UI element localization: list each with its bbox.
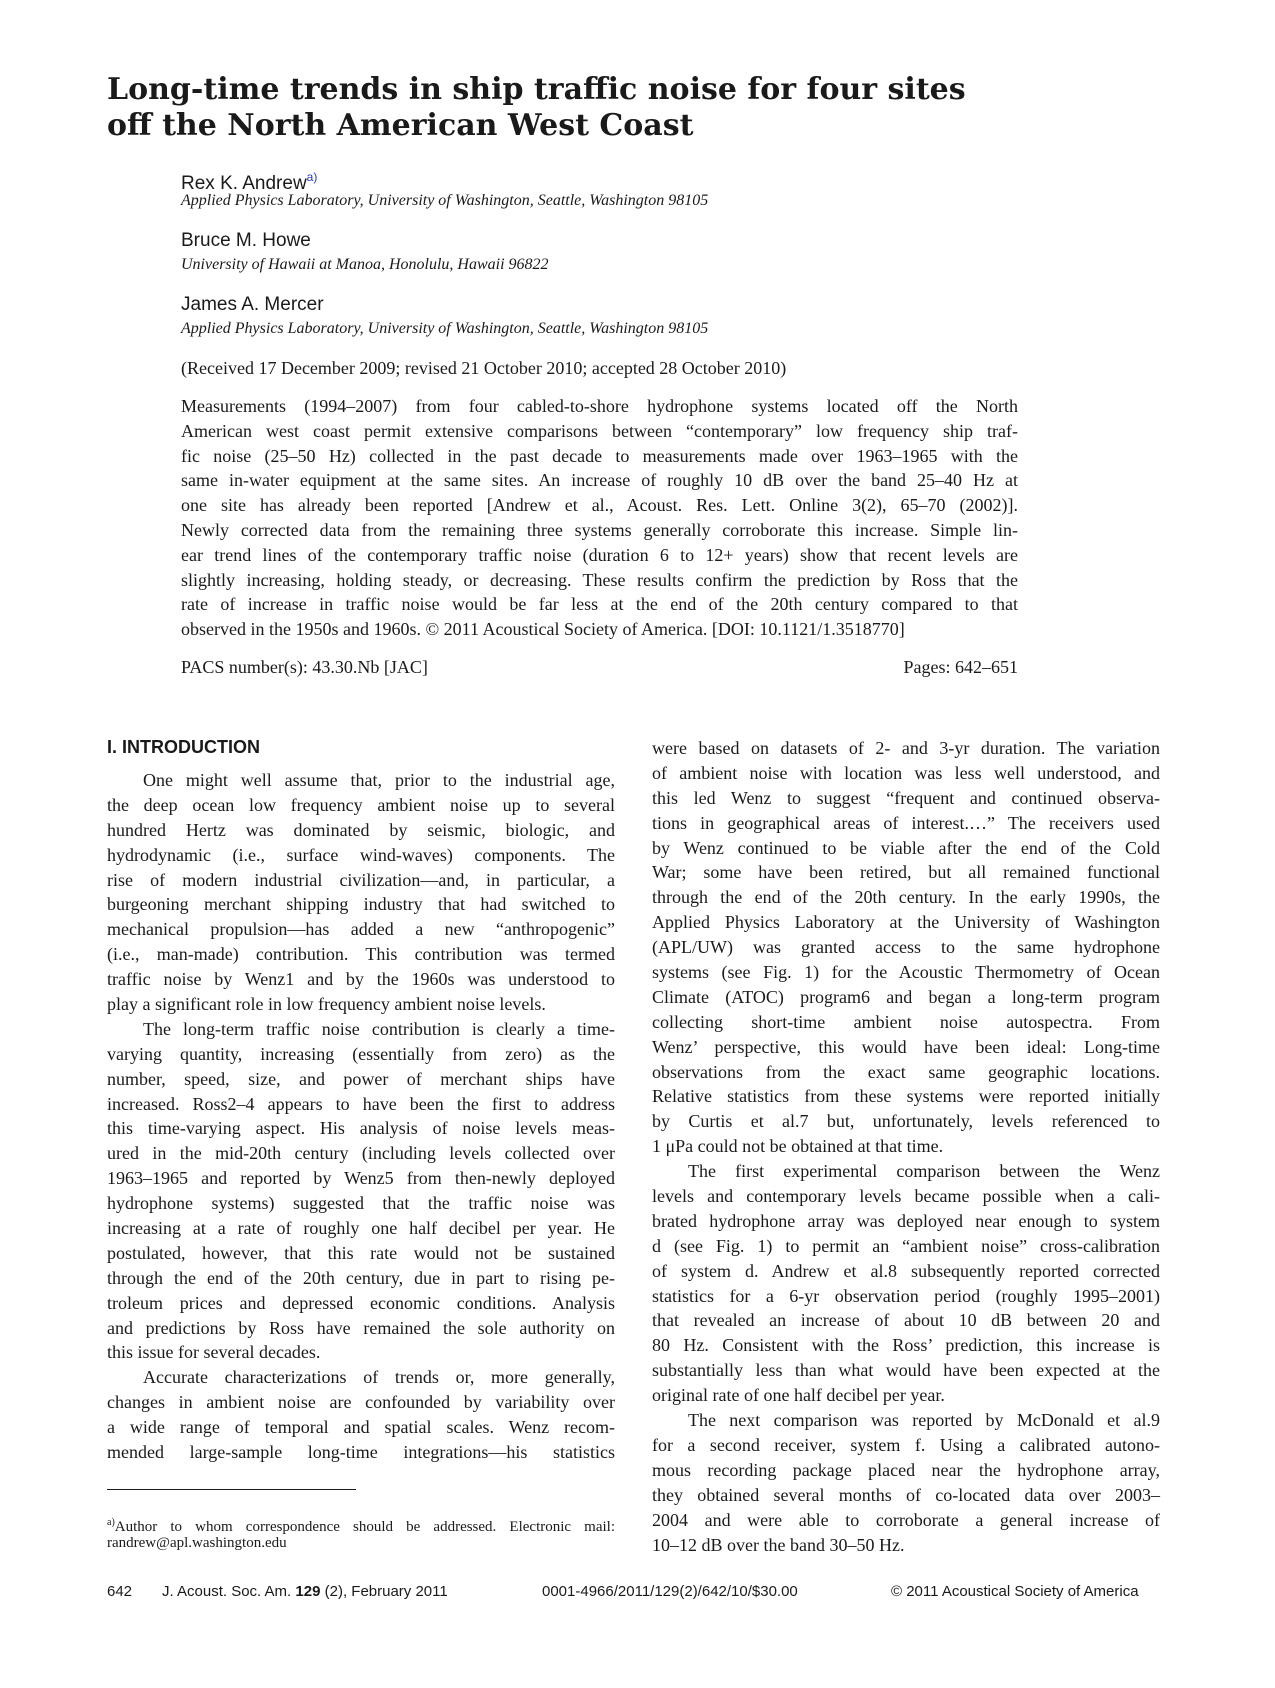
footer-page-number: 642 <box>107 1583 133 1600</box>
text-line: through the end of the 20th century. In the early 1990s, the <box>652 887 1160 908</box>
text-line: fic noise (25–50 Hz) collected in the past decade to measurements made over 1963–1965 with the <box>181 445 1018 466</box>
text-line: Wenz’ perspective, this would have been ideal: Long-time <box>652 1036 1160 1057</box>
text-line: rate of increase in traffic noise would be far less at the end of the 20th century compared to that <box>181 594 1018 615</box>
footnote-email-link[interactable]: randrew@apl.washington.edu <box>107 1535 287 1551</box>
text-line: Climate (ATOC) program6 and began a long-term program <box>652 986 1160 1007</box>
text-line: tions in geographical areas of interest.…” The receivers used <box>652 812 1160 833</box>
text-line: hydrophone systems) suggested that the traffic noise was <box>107 1193 615 1214</box>
text-line: same in-water equipment at the same sites. An increase of roughly 10 dB over the band 25–40 Hz at <box>181 470 1018 491</box>
text-line: hydrodynamic (i.e., surface wind-waves) components. The <box>107 844 615 865</box>
text-line: The next comparison was reported by McDonald et al.9 <box>688 1410 1160 1431</box>
footer-copyright: © 2011 Acoustical Society of America <box>891 1583 1139 1600</box>
text-line: Newly corrected data from the remaining three systems generally corroborate this increase. Simple lin- <box>181 519 1018 540</box>
text-line: this issue for several decades. <box>107 1342 321 1363</box>
text-line: brated hydrophone array was deployed near enough to system <box>652 1210 1160 1231</box>
text-line: mechanical propulsion—has added a new “anthropogenic” <box>107 919 615 940</box>
footnote <box>107 1513 615 1553</box>
text-line: ured in the mid-20th century (including levels collected over <box>107 1143 615 1164</box>
text-line: mous recording package placed near the hydrophone array, <box>652 1459 1160 1480</box>
left-column <box>107 768 615 1465</box>
author-name: Rex K. Andrew$^{a)}$ <box>181 170 318 194</box>
text-line: traffic noise by Wenz1 and by the 1960s was understood to <box>107 969 615 990</box>
page-range: Pages: 642–651 <box>903 657 1018 677</box>
author-footnote-link[interactable]: a) <box>306 170 318 184</box>
text-line: Measurements (1994–2007) from four cabled-to-shore hydrophone systems located off the North <box>181 396 1018 416</box>
text-line: observed in the 1950s and 1960s. © 2011 Acoustical Society of America. [DOI: 10.1121/1.3518770] <box>181 619 905 640</box>
text-line: varying quantity, increasing (essentially from zero) as the <box>107 1043 615 1064</box>
text-line: One might well assume that, prior to the industrial age, <box>143 770 615 790</box>
pacs-numbers: PACS number(s): 43.30.Nb [JAC] <box>181 657 428 677</box>
page-footer <box>0 1583 1275 1605</box>
text-line: by Curtis et al.7 but, unfortunately, levels referenced to <box>652 1111 1160 1132</box>
text-line: rise of modern industrial civilization—and, in particular, a <box>107 869 615 890</box>
text-line: play a significant role in low frequency ambient noise levels. <box>107 994 546 1015</box>
text-line: observations from the exact same geographic locations. <box>652 1061 1160 1082</box>
text-line: statistics for a 6-yr observation period (roughly 1995–2001) <box>652 1285 1160 1306</box>
text-line: 2004 and were able to corroborate a general increase of <box>652 1509 1160 1530</box>
text-line: 80 Hz. Consistent with the Ross’ prediction, this increase is <box>652 1335 1160 1356</box>
text-line: slightly increasing, holding steady, or decreasing. These results confirm the prediction by Ross that the <box>181 569 1018 590</box>
text-line: Applied Physics Laboratory at the University of Washington <box>652 912 1160 933</box>
text-line: Relative statistics from these systems were reported initially <box>652 1086 1160 1107</box>
text-line: by Wenz continued to be viable after the end of the Cold <box>652 837 1160 858</box>
text-line: original rate of one half decibel per year. <box>652 1385 945 1406</box>
footnote-divider <box>107 1489 356 1490</box>
text-line: of system d. Andrew et al.8 subsequently reported corrected <box>652 1260 1160 1281</box>
author-name: James A. Mercer <box>181 294 324 315</box>
author-affiliation: Applied Physics Laboratory, University of Washington, Seattle, Washington 98105 <box>181 320 709 337</box>
text-line: hundred Hertz was dominated by seismic, biologic, and <box>107 819 615 840</box>
text-line: number, speed, size, and power of merchant ships have <box>107 1068 615 1089</box>
abstract <box>181 394 1018 642</box>
text-line: collecting short-time ambient noise autospectra. From <box>652 1011 1160 1032</box>
text-line: Accurate characterizations of trends or, more generally, <box>143 1367 615 1388</box>
title-line: off the North American West Coast <box>107 108 694 143</box>
text-line: one site has already been reported [Andrew et al., Acoust. Res. Lett. Online 3(2), 65–70 (2002)]. <box>181 495 1018 516</box>
text-line: troleum prices and depressed economic conditions. Analysis <box>107 1292 615 1313</box>
text-line: 10–12 dB over the band 30–50 Hz. <box>652 1534 905 1555</box>
text-line: changes in ambient noise are confounded by variability over <box>107 1392 615 1413</box>
right-column <box>652 736 1160 1557</box>
received-dates: (Received 17 December 2009; revised 21 October 2010; accepted 28 October 2010) <box>181 358 787 378</box>
footer-journal: J. Acoust. Soc. Am. 129 (2), February 2011 <box>162 1583 448 1600</box>
text-line: levels and contemporary levels became possible when a cali- <box>652 1186 1160 1207</box>
text-line: The first experimental comparison between the Wenz <box>688 1161 1160 1182</box>
text-line: (APL/UW) was granted access to the same hydrophone <box>652 937 1160 958</box>
text-line: War; some have been retired, but all remained functional <box>652 862 1160 883</box>
text-line: American west coast permit extensive comparisons between “contemporary” low frequency ship traf- <box>181 420 1018 441</box>
footnote-line: $^{a)}$Author to whom correspondence should be addressed. Electronic mail: <box>107 1517 615 1535</box>
text-line: the deep ocean low frequency ambient noise up to several <box>107 794 615 815</box>
paper-title <box>107 72 1007 144</box>
text-line: increasing at a rate of roughly one half decibel per year. He <box>107 1218 615 1239</box>
footnote-mark: a) <box>107 1517 115 1528</box>
text-line: this led Wenz to suggest “frequent and continued observa- <box>652 787 1160 808</box>
title-line: Long-time trends in ship traffic noise for four sites <box>107 72 966 107</box>
text-line: for a second receiver, system f. Using a calibrated autono- <box>652 1434 1160 1455</box>
text-line: d (see Fig. 1) to permit an “ambient noise” cross-calibration <box>652 1235 1160 1256</box>
text-line: The long-term traffic noise contribution is clearly a time- <box>143 1018 615 1039</box>
text-line: they obtained several months of co-located data over 2003– <box>652 1484 1160 1505</box>
text-line: substantially less than what would have been expected at the <box>652 1360 1160 1381</box>
text-line: and predictions by Ross have remained the sole authority on <box>107 1317 615 1338</box>
author-name: Bruce M. Howe <box>181 230 311 251</box>
author-affiliation: Applied Physics Laboratory, University of Washington, Seattle, Washington 98105 <box>181 192 709 209</box>
text-line: a wide range of temporal and spatial scales. Wenz recom- <box>107 1417 615 1438</box>
text-line: systems (see Fig. 1) for the Acoustic Thermometry of Ocean <box>652 962 1160 983</box>
text-line: ear trend lines of the contemporary traffic noise (duration 6 to 12+ years) show that recent levels are <box>181 544 1018 565</box>
text-line: mended large-sample long-time integrations—his statistics <box>107 1442 615 1463</box>
text-line: postulated, however, that this rate would not be sustained <box>107 1242 615 1263</box>
text-line: of ambient noise with location was less well understood, and <box>652 762 1160 783</box>
text-line: (i.e., man-made) contribution. This contribution was termed <box>107 944 615 965</box>
text-line: were based on datasets of 2- and 3-yr duration. The variation <box>652 738 1160 758</box>
author-affiliation: University of Hawaii at Manoa, Honolulu, Hawaii 96822 <box>181 256 549 273</box>
text-line: 1963–1965 and reported by Wenz5 from then-newly deployed <box>107 1168 615 1189</box>
text-line: increased. Ross2–4 appears to have been the first to address <box>107 1093 615 1114</box>
text-line: through the end of the 20th century, due in part to rising pe- <box>107 1267 615 1288</box>
section-heading: I. INTRODUCTION <box>107 737 260 757</box>
text-line: this time-varying aspect. His analysis of noise levels meas- <box>107 1118 615 1139</box>
text-line: burgeoning merchant shipping industry that had switched to <box>107 894 615 915</box>
text-line: that revealed an increase of about 10 dB between 20 and <box>652 1310 1160 1331</box>
text-line: 1 μPa could not be obtained at that time. <box>652 1136 944 1157</box>
footer-article-code: 0001-4966/2011/129(2)/642/10/$30.00 <box>542 1583 798 1600</box>
